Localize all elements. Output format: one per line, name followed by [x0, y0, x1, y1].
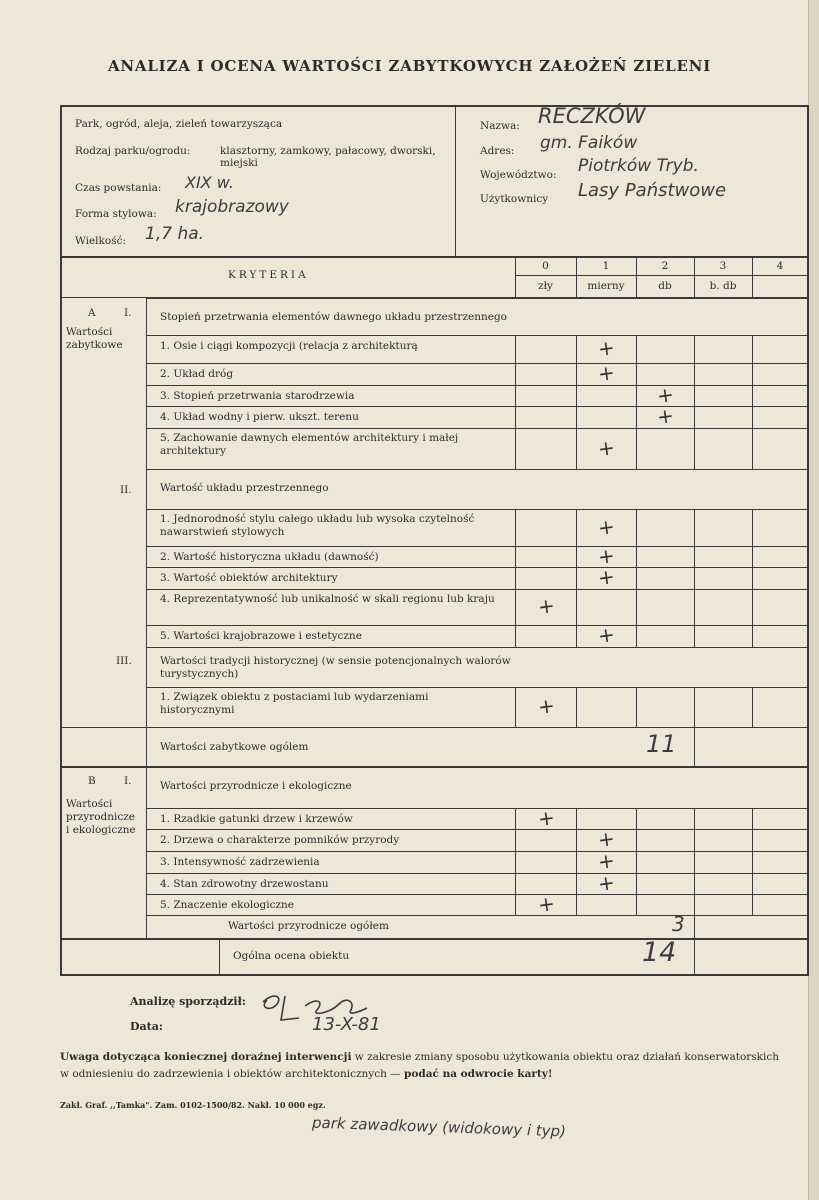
score-col-line: [515, 589, 516, 625]
score-col-line: [515, 335, 516, 363]
note-line-2b: podać na odwrocie karty!: [404, 1068, 553, 1080]
score-col-line: [694, 406, 695, 428]
score-col-line: [515, 851, 516, 873]
score-col-line: [694, 687, 695, 727]
score-mark: +: [596, 621, 617, 649]
form-title: ANALIZA I OCENA WARTOŚCI ZABYTKOWYCH ZAŁOŻEŃ ZIELENI: [107, 57, 712, 75]
score-col-line: [576, 363, 577, 385]
uzytkownicy-value: Lasy Państwowe: [578, 180, 727, 201]
score-mark: +: [655, 381, 676, 408]
score-col-line: [576, 808, 577, 829]
score-col-line: [576, 385, 577, 406]
score-col-line: [515, 428, 516, 469]
score-col-line: [515, 894, 516, 915]
score-col-line: [636, 335, 637, 363]
score-mark: +: [596, 563, 617, 591]
score-mark: +: [655, 402, 676, 430]
score-col-line: [636, 625, 637, 647]
score-col-line: [752, 509, 753, 546]
heading-rule: [147, 469, 809, 470]
row-rule: [147, 873, 809, 874]
criterion-label: 5. Wartości krajobrazowe i estetyczne: [160, 630, 362, 642]
row-rule: [147, 687, 809, 688]
score-col-line: [515, 509, 516, 546]
note-lead: Uwaga dotycząca koniecznej doraźnej interwencji: [60, 1051, 352, 1063]
forma-value: krajobrazowy: [175, 197, 289, 217]
row-rule: [147, 851, 809, 852]
nazwa-label: Nazwa:: [480, 120, 520, 132]
note-line-2: [60, 1068, 552, 1081]
score-col-line: [576, 335, 577, 363]
heading-rule: [147, 767, 809, 768]
date-value: 13-X-81: [312, 1014, 381, 1035]
score-col-line: [636, 363, 637, 385]
score-mark: +: [596, 542, 617, 569]
overall-label: Ogólna ocena obiektu: [233, 950, 350, 962]
score-col-line: [752, 873, 753, 894]
score-col-line: [694, 428, 695, 469]
criterion-label: 1. Osie i ciągi kompozycji (relacja z architekturą: [160, 340, 418, 352]
score-col-line: [636, 567, 637, 589]
total-col-line: [694, 915, 695, 938]
section-a-ii-roman: II.: [120, 484, 132, 496]
score-col-line: [515, 567, 516, 589]
heading-rule: [147, 647, 809, 648]
section-col-line: [146, 768, 147, 938]
criteria-heading: Wartości tradycji historycznej (w sensie potencjonalnych walorów turystycznych): [160, 655, 511, 680]
score-col-line: [694, 808, 695, 829]
row-rule: [147, 509, 809, 510]
score-col-line: [515, 873, 516, 894]
wielkosc-label: Wielkość:: [75, 235, 127, 247]
overall-right-line: [694, 939, 695, 976]
criteria-heading: Stopień przetrwania elementów dawnego układu przestrzennego: [160, 311, 507, 323]
score-col-line: [515, 687, 516, 727]
score-col-line: [694, 567, 695, 589]
info-bottom-rule: [60, 256, 809, 258]
prepared-label: Analizę sporządził:: [130, 995, 246, 1008]
score-col-line: [515, 625, 516, 647]
score-col-line: [752, 625, 753, 647]
section-a-iii-roman: III.: [116, 655, 132, 667]
nazwa-value: RECZKÓW: [538, 104, 646, 128]
scale-mid-rule: [515, 275, 809, 276]
score-col-line: [752, 589, 753, 625]
adres-value: gm. Faików: [540, 133, 638, 153]
score-col-line: [752, 851, 753, 873]
total-label: Wartości przyrodnicze ogółem: [228, 920, 389, 932]
kryteria-label: KRYTERIA: [228, 269, 309, 281]
scale-number: 2: [661, 260, 669, 272]
rodzaj-options-2: miejski: [220, 157, 258, 169]
criterion-label: 3. Intensywność zadrzewienia: [160, 856, 320, 868]
criterion-label: 4. Reprezentatywność lub unikalność w skali regionu lub kraju: [160, 593, 495, 605]
note-line-2a: w odniesieniu do zadrzewienia i obiektów architektonicznych —: [60, 1068, 401, 1080]
score-col-line: [694, 509, 695, 546]
row-rule: [147, 567, 809, 568]
handwritten-note: park zawadkowy (widokowy i typ): [311, 1113, 567, 1141]
row-rule: [147, 808, 809, 809]
criteria-heading: Wartości przyrodnicze i ekologiczne: [160, 780, 352, 792]
score-col-line: [694, 625, 695, 647]
score-col-line: [636, 873, 637, 894]
section-a-group-label: Wartości zabytkowe: [66, 326, 123, 351]
score-col-line: [636, 589, 637, 625]
heading-rule: [147, 298, 809, 299]
scale-number: 3: [719, 260, 727, 272]
criterion-label: 1. Jednorodność stylu całego układu lub wysoka czytelność nawarstwień stylowych: [160, 513, 475, 538]
score-col-line: [576, 829, 577, 851]
row-rule: [147, 428, 809, 429]
score-col-line: [694, 363, 695, 385]
score-col-line: [636, 428, 637, 469]
score-mark: +: [596, 869, 617, 896]
score-col-line: [694, 335, 695, 363]
score-col-line: [576, 546, 577, 567]
score-col-line: [636, 509, 637, 546]
score-col-line: [694, 873, 695, 894]
score-col-line: [752, 808, 753, 829]
overall-top-rule: [60, 938, 809, 940]
note-rest: w zakresie zmiany sposobu użytkowania obiektu oraz działań konserwatorskich: [354, 1051, 780, 1063]
criterion-label: 2. Układ dróg: [160, 368, 234, 380]
czas-value: XIX w.: [185, 173, 234, 192]
score-col-line: [515, 546, 516, 567]
overall-value: 14: [642, 937, 677, 968]
score-col-line: [694, 546, 695, 567]
total-label: Wartości zabytkowe ogólem: [160, 741, 309, 753]
scale-number: 0: [542, 260, 549, 272]
score-col-line: [752, 406, 753, 428]
score-mark: +: [596, 434, 617, 461]
section-b-roman: I.: [124, 775, 132, 787]
score-col-line: [576, 428, 577, 469]
score-col-line: [515, 385, 516, 406]
criterion-label: 3. Stopień przetrwania starodrzewia: [160, 390, 355, 402]
score-col-line: [636, 546, 637, 567]
section-b-letter: B: [88, 775, 96, 787]
criteria-heading: Wartość układu przestrzennego: [160, 482, 329, 494]
wojewodztwo-value: Piotrków Tryb.: [578, 156, 699, 176]
info-divider: [455, 106, 456, 257]
scale-word: mierny: [587, 280, 625, 292]
row-rule: [147, 363, 809, 364]
wielkosc-value: 1,7 ha.: [145, 224, 205, 244]
score-col-line: [752, 428, 753, 469]
czas-label: Czas powstania:: [75, 182, 162, 194]
score-mark: +: [596, 513, 617, 540]
score-col-line: [752, 567, 753, 589]
score-col-line: [752, 363, 753, 385]
scale-word: b. db: [709, 280, 737, 292]
section-b-group-label: Wartości przyrodnicze i ekologiczne: [66, 798, 136, 836]
page-edge: [808, 0, 819, 1200]
score-col-line: [752, 546, 753, 567]
park-type-line: Park, ogród, aleja, zieleń towarzysząca: [75, 118, 283, 130]
criterion-label: 2. Drzewa o charakterze pomników przyrody: [160, 834, 400, 846]
score-col-line: [515, 363, 516, 385]
scale-word: db: [658, 280, 672, 292]
score-col-line: [636, 829, 637, 851]
criterion-label: 5. Zachowanie dawnych elementów architektury i małej architektury: [160, 432, 459, 457]
score-col-line: [636, 406, 637, 428]
adres-label: Adres:: [480, 145, 515, 157]
score-col-line: [576, 589, 577, 625]
score-mark: +: [596, 359, 617, 387]
total-value: 11: [646, 730, 677, 758]
score-col-line: [576, 406, 577, 428]
total-col-line: [694, 727, 695, 766]
forma-label: Forma stylowa:: [75, 208, 157, 220]
score-col-line: [752, 687, 753, 727]
row-rule: [147, 385, 809, 386]
scale-number: 4: [776, 260, 784, 272]
uzytkownicy-label: Użytkownicy: [480, 193, 549, 205]
imprint: Zakł. Graf. ,,Tamka". Zam. 0102-1500/82. Nakł. 10 000 egz.: [60, 1100, 326, 1110]
score-col-line: [694, 589, 695, 625]
score-col-line: [576, 567, 577, 589]
score-mark: +: [596, 847, 617, 875]
score-mark: +: [535, 890, 556, 917]
score-col-line: [576, 509, 577, 546]
score-col-line: [636, 851, 637, 873]
row-rule: [147, 335, 809, 336]
criterion-label: 4. Układ wodny i pierw. ukszt. terenu: [160, 411, 359, 423]
score-col-line: [636, 687, 637, 727]
score-col-line: [752, 894, 753, 915]
score-col-line: [636, 808, 637, 829]
scale-word: zły: [538, 280, 553, 292]
note-line-1: [60, 1051, 779, 1064]
score-col-line: [694, 829, 695, 851]
score-col-line: [515, 829, 516, 851]
score-col-line: [576, 894, 577, 915]
score-col-line: [694, 851, 695, 873]
criterion-label: 1. Związek obiektu z postaciami lub wydarzeniami historycznymi: [160, 691, 429, 716]
score-col-line: [694, 385, 695, 406]
overall-left-line: [219, 939, 220, 976]
score-col-line: [576, 873, 577, 894]
row-rule: [147, 546, 809, 547]
date-label: Data:: [130, 1020, 163, 1033]
score-mark: +: [596, 825, 617, 853]
score-col-line: [752, 829, 753, 851]
score-col-line: [576, 625, 577, 647]
row-rule: [147, 894, 809, 895]
wojewodztwo-label: Województwo:: [480, 169, 557, 181]
section-a-total-rule: [60, 727, 147, 728]
score-col-line: [636, 385, 637, 406]
total-rule: [147, 915, 809, 916]
score-col-line: [752, 385, 753, 406]
score-col-line: [636, 894, 637, 915]
row-rule: [147, 625, 809, 626]
criterion-label: 5. Znaczenie ekologiczne: [160, 899, 295, 911]
row-rule: [147, 589, 809, 590]
score-col-line: [576, 851, 577, 873]
section-col-line: [146, 298, 147, 766]
criterion-label: 3. Wartość obiektów architektury: [160, 572, 338, 584]
score-col-line: [694, 894, 695, 915]
rodzaj-label: Rodzaj parku/ogrodu:: [75, 145, 191, 157]
criterion-label: 1. Rzadkie gatunki drzew i krzewów: [160, 813, 353, 825]
criterion-label: 4. Stan zdrowotny drzewostanu: [160, 878, 329, 890]
rodzaj-options: klasztorny, zamkowy, pałacowy, dworski,: [220, 145, 436, 157]
score-col-line: [515, 406, 516, 428]
scale-number: 1: [602, 260, 610, 272]
score-mark: +: [535, 804, 556, 831]
criterion-label: 2. Wartość historyczna układu (dawność): [160, 551, 379, 563]
score-mark: +: [535, 592, 556, 620]
total-rule: [147, 727, 809, 728]
section-a-roman: I.: [124, 307, 132, 319]
score-col-line: [752, 335, 753, 363]
row-rule: [147, 406, 809, 407]
score-col-line: [576, 687, 577, 727]
score-mark: +: [596, 334, 617, 362]
score-mark: +: [535, 692, 556, 720]
section-a-letter: A: [88, 307, 96, 319]
score-col-line: [515, 808, 516, 829]
total-value: 3: [672, 912, 685, 936]
row-rule: [147, 829, 809, 830]
